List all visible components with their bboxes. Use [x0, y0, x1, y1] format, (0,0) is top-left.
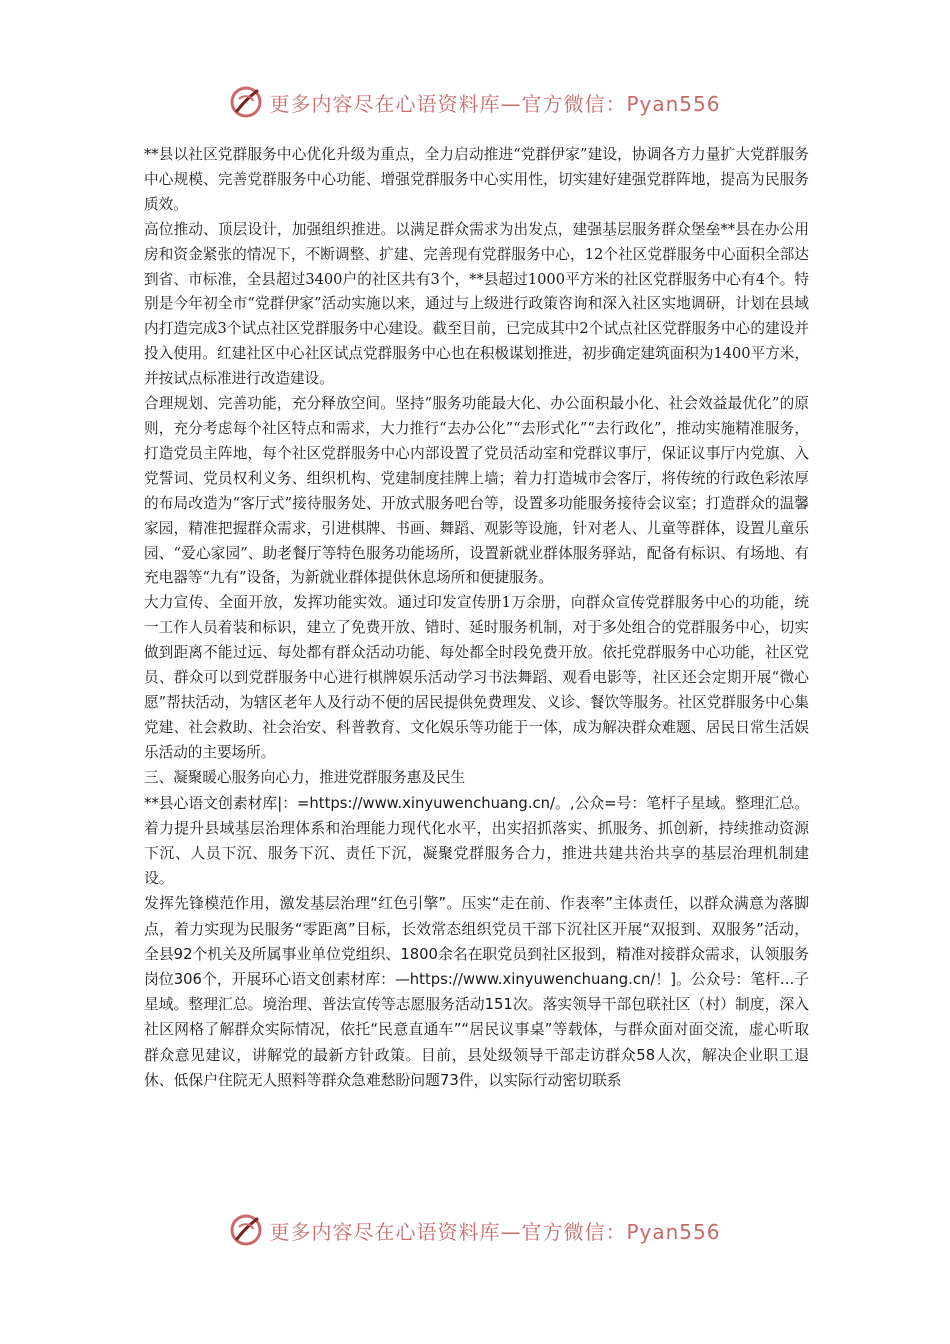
document-body [144, 143, 809, 1093]
paragraph-publicity: 大力宣传、全面开放，发挥功能实效。通过印发宣传册1万余册，向群众宣传党群服务中心的功能，统一工作人员着装和标识，建立了免费开放、错时、延时服务机制，对于多处组合的党群服务中心，切实做到距离不能过远、每处都有群众活动功能、每处都全时段免费开放。依托党群服务中心功能，社区党员、群众可以到党群服务中心进行棋牌娱乐活动学习书法舞蹈、观看电影等，社区还会定期开展“微心愿”帮扶活动，为辖区老年人及行动不便的居民提供免费理发、义诊、餐饮等服务。社区党群服务中心集党建、社会救助、社会治安、科普教育、文化娱乐等功能于一体，成为解决群众难题、居民日常生活娱乐活动的主要场所。 [144, 594, 809, 761]
footer-banner-text: 更多内容尽在心语资料库—官方微信：Pyan556 [269, 1219, 721, 1244]
paragraph-high-level-push: 高位推动、顶层设计，加强组织推进。以满足群众需求为出发点，建强基层服务群众堡垒**县在办公用房和资金紧张的情况下，不断调整、扩建、完善现有党群服务中心，12个社区党群服务中心面积全部达到省、市标准，全县超过3400户的社区共有3个，**县超过1000平方米的社区党群服务中心有4个。特别是今年初全市“党群伊家”活动实施以来，通过与上级进行政策咨询和深入社区实地调研，计划在县域内打造完成3个试点社区党群服务中心建设。截至目前，已完成其中2个试点社区党群服务中心的建设并投入使用。红建社区中心社区试点党群服务中心也在积极谋划推进，初步确定建筑面积为1400平方米，并按试点标准进行改造建设。 [144, 220, 809, 388]
paragraph-vanguard: 发挥先锋模范作用，激发基层治理“红色引擎”。压实“走在前、作表率”主体责任，以群众满意为落脚点，着力实现为民服务“零距离”目标，长效常态组织党员干部下沉社区开展“双报到、双服务”活动，全县92个机关及所属事业单位党组织、1800余名在职党员到社区报到，精准对接群众需求，认领服务岗位306个，开展环心语文创素材库：—https://www.xinyuwenchuang.cn/！]。公众号：笔杆...子星域。整理汇总。境治理、普法宣传等志愿服务活动151次。落实领导干部包联社区（村）制度，深入社区网格了解群众实际情况，依托“民意直通车”“居民议事桌”等载体，与群众面对面交流，虚心听取群众意见建议，讲解党的最新方针政策。目前，县处级领导干部走访群众58人次，解决企业职工退休、低保户住院无人照料等群众急难愁盼问题73件，以实际行动密切联系 [144, 895, 809, 1089]
header-banner-text: 更多内容尽在心语资料库—官方微信：Pyan556 [269, 91, 721, 116]
paragraph-planning: 合理规划、完善功能，充分释放空间。坚持“服务功能最大化、办公面积最小化、社会效益最优化”的原则，充分考虑每个社区特点和需求，大力推行“去办公化”“去形式化”“去行政化”，推动实施精准服务，打造党员主阵地，每个社区党群服务中心内部设置了党员活动室和党群议事厅，保证议事厅内党旗、入党誓词、党员权利义务、组织机构、党建制度挂牌上墙；着力打造城市会客厅，将传统的行政色彩浓厚的布局改造为“客厅式”接待服务处、开放式服务吧台等，设置多功能服务接待会议室；打造群众的温馨家园，精准把握群众需求，引进棋牌、书画、舞蹈、观影等设施，针对老人、儿童等群体，设置儿童乐园、“爱心家园”、助老餐厅等特色服务功能场所，设置新就业群体服务驿站，配备有标识、有场地、有充电器等“九有”设备，为新就业群体提供休息场所和便捷服务。 [144, 395, 809, 587]
footer-banner [0, 1210, 950, 1250]
pen-swirl-logo-icon [229, 85, 263, 119]
header-banner [0, 82, 950, 122]
pen-swirl-logo-icon [229, 1213, 263, 1247]
paragraph-intro: **县以社区党群服务中心优化升级为重点，全力启动推进“党群伊家”建设，协调各方力量扩大党群服务中心规模、完善党群服务中心功能、增强党群服务中心实用性，切实建好建强党群阵地，提高为民服务质效。 [144, 146, 809, 213]
paragraph-governance: **县心语文创素材库|：=https://www.xinyuwenchuang.cn/。,公众=号：笔杆子星域。整理汇总。着力提升县域基层治理体系和治理能力现代化水平，出实招抓落实、抓服务、抓创新，持续推动资源下沉、人员下沉、服务下沉、责任下沉，凝聚党群服务合力，推进共建共治共享的基层治理机制建设。 [144, 794, 809, 888]
section-heading-three: 三、凝聚暖心服务向心力，推进党群服务惠及民生 [144, 768, 466, 786]
